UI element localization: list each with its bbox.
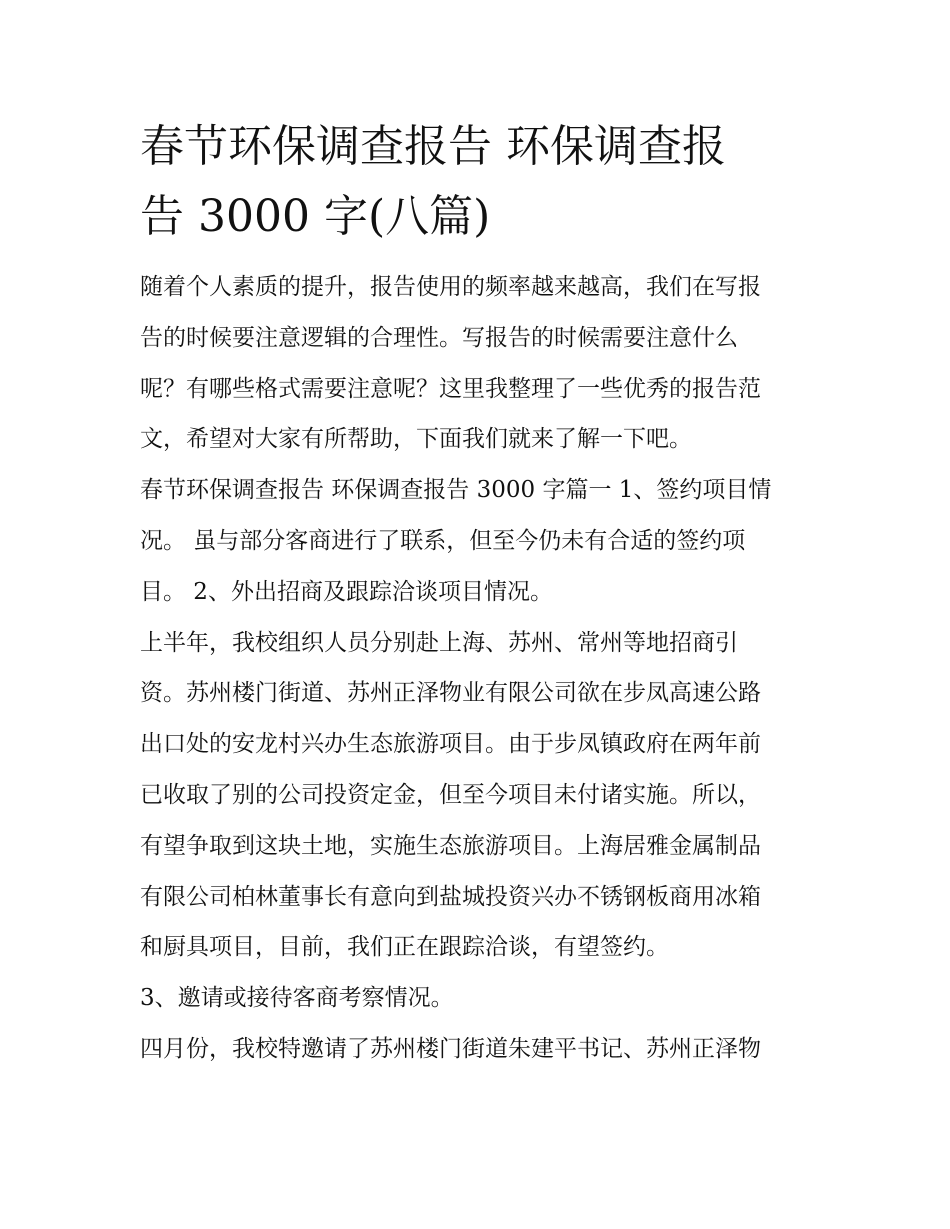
text-line: 告的时候要注意逻辑的合理性。写报告的时候需要注意什么	[140, 324, 738, 351]
text-line: 春节环保调查报告 环保调查报告 3000 字篇一 1、签约项目情	[140, 477, 772, 504]
text-line: 3、邀请或接待客商考察情况。	[140, 985, 454, 1012]
text-line: 四月份，我校特邀请了苏州楼门街道朱建平书记、苏州正泽物	[140, 1035, 761, 1062]
title-line: 春节环保调查报告 环保调查报	[140, 121, 726, 172]
text-line: 随着个人素质的提升，报告使用的频率越来越高，我们在写报	[140, 274, 761, 300]
document-body	[140, 112, 815, 1075]
text-line: 资。苏州楼门街道、苏州正泽物业有限公司欲在步凤高速公路	[140, 680, 761, 707]
section-three-heading	[140, 973, 815, 1024]
text-line: 况。 虽与部分客商进行了联系，但至今仍未有合适的签约项	[140, 527, 746, 554]
text-line: 和厨具项目，目前，我们正在跟踪洽谈，有望签约。	[140, 934, 669, 961]
april-paragraph	[140, 1024, 815, 1075]
text-line: 上半年，我校组织人员分别赴上海、苏州、常州等地招商引	[140, 629, 738, 656]
text-line: 文，希望对大家有所帮助，下面我们就来了解一下吧。	[140, 426, 692, 453]
text-line: 已收取了别的公司投资定金，但至今项目未付诸实施。所以，	[140, 781, 761, 808]
intro-paragraph	[140, 262, 815, 465]
title-line: 告 3000 字(八篇)	[140, 191, 491, 242]
text-line: 目。 2、外出招商及跟踪洽谈项目情况。	[140, 578, 553, 605]
document-title	[140, 112, 815, 252]
text-line: 有限公司柏林董事长有意向到盐城投资兴办不锈钢板商用冰箱	[140, 883, 761, 910]
text-line: 呢？有哪些格式需要注意呢？这里我整理了一些优秀的报告范	[140, 375, 761, 402]
text-line: 有望争取到这块土地，实施生态旅游项目。上海居雅金属制品	[140, 832, 761, 859]
text-line: 出口处的安龙村兴办生态旅游项目。由于步凤镇政府在两年前	[140, 731, 761, 758]
investment-paragraph	[140, 618, 815, 974]
section-one-paragraph	[140, 465, 815, 617]
